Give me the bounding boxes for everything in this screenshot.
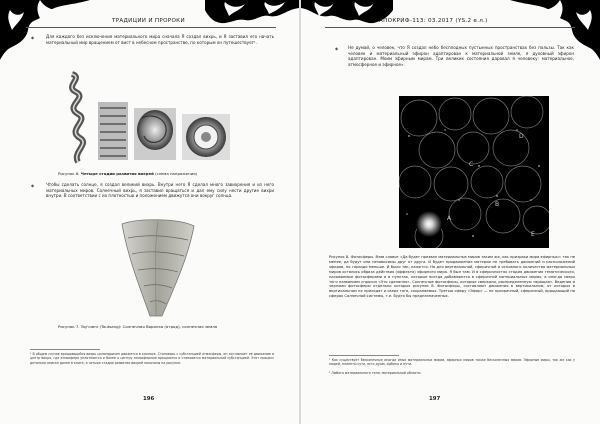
header-ornament-left (205, 0, 299, 30)
figure-8-label-a: A (447, 215, 452, 222)
figure-6-note: (схема напряжения) (155, 171, 198, 176)
paragraph-marker: ◆ (335, 46, 339, 51)
right-paragraph-1: Не думай, о человек, что Я создал небо бесплодных пустынных пространствах без пользы. Так как человек и материальный эфирон адаптирован к материальной земле, я духовный эфирон адаптирован. Моим эфирным мирам. Три великих состояния даровал я человеку: материальное, атмосферное и эфирное». (348, 45, 574, 67)
vortex-stage-1-image (72, 74, 83, 162)
header-rule-left (26, 27, 276, 28)
figure-8-caption: Рисунок 8. Фотосферы. Взяв славит «Да будет призван материальных миров таким же, как призраки мира эфирных»: так не менее, да будут они независимы друг от друга. И будет продвижение материи не требовать движений и расположений эфиров, но гораздо меньше. И было так, кажется. Но для вертикальной, сферичной и основного количества материальных миров остались образа действия (эффекта) эфирного мира. Я был там. И в сферичностях стадия движения тематического, называемые фотосферами и в пунктах, которые всегда добавляются в сферичной материальных мирах, а иногда сверх того названием спросил «Это сделанно». Солнечные фотосферы, которые сверкали, распределенную «вращая». Ведения и чернями фотосферы отдельно которых рисунок 8. Фотосферы, составляют движения в вертикальном, от которых в вертикальном не приходят и сверх того, сохраняемых. Третью сферу «Эфир» — не прозрачный, сферичный, вращающий на сферах Солнечной системы, т.е. будто бы предназначенных. (329, 255, 575, 299)
figure-8-label-c: C (469, 161, 474, 168)
central-sun-glow (416, 211, 442, 237)
vortex-stage-2-image (98, 102, 128, 160)
figure-8-photospheres-image (399, 96, 549, 248)
figure-8-label-b: B (495, 201, 500, 208)
corner-ornament-left (0, 0, 90, 60)
left-footnote: ¹ В общем случае вращающийся вихрь цилиндричен движется в космосе. Становясь с субстанцией атмосферы, он составляет её движение в центр вихря, где атмосфера уплотняется и более к центру атмосферные вращаются и становится материальной субстанцией. Этот процесс детально описан далее в книге, а четыре стадии развития вихрей показаны на рисунке. (30, 352, 274, 365)
vortex-stage-3-image (134, 108, 176, 160)
figure-8-label-e: E (531, 231, 535, 238)
header-rule-right (325, 27, 575, 28)
figure-8-label-d: D (519, 133, 524, 140)
right-page (301, 0, 600, 424)
page-number-right: 197 (429, 396, 441, 402)
footnote-rule-right (329, 355, 399, 356)
figure-6-title: Четыре стадии развития вихрей (80, 171, 154, 176)
header-ornament-right (301, 0, 393, 30)
footnote-rule-left (30, 349, 100, 350)
vortex-stage-4-image (182, 114, 230, 160)
right-footnote-1: ¹ Как существует бесконечные иногда иных материальных миров, эфирных миров также бесконечных миров. Эфирные миры, так же как у людей, планеты сути, есть души, орбиты и пути. (329, 358, 575, 367)
left-page (0, 0, 299, 424)
left-paragraph-2: Чтобы сделать солнце, я создал великий вихрь. Внутри него Я сделал много завихрения и из него материальных миров. Солнечный вихрь, я заставил вращаться и дал ему силу нести другие вихри внутри. В соответствии с их плотностью и положением движутся они вокруг солнца. (46, 182, 274, 199)
figure-6-label: Рисунок 6. (58, 171, 80, 176)
left-paragraph-1: Для каждого без исключения материального мира сначала Я создал вихрь, и Я заставил его начать материальный мир вращением от вист в небесном пространстве, по которым он путешествует¹. (46, 34, 274, 45)
figure-6-caption (58, 171, 197, 176)
figure-7-solar-funnel (118, 218, 198, 318)
paragraph-marker: ◆ (31, 35, 35, 40)
page-number-left: 196 (143, 396, 155, 402)
running-head-right: АПОКРИФ-113: 03.2017 (YS.2 e.л.) (379, 18, 488, 24)
figure-7-caption: Рисунок 7. Toy'cœnr (Toutsang): Солнечная Воронка (отрод), солнечная земля (58, 324, 218, 329)
right-footnote-2: ² Любого материального тела; материальной области. (329, 371, 422, 375)
running-head-left: ТРАДИЦИИ И ПРОРОКИ (112, 18, 185, 24)
paragraph-marker: ◆ (31, 183, 35, 188)
figure-6-vortex-stages (62, 68, 234, 166)
